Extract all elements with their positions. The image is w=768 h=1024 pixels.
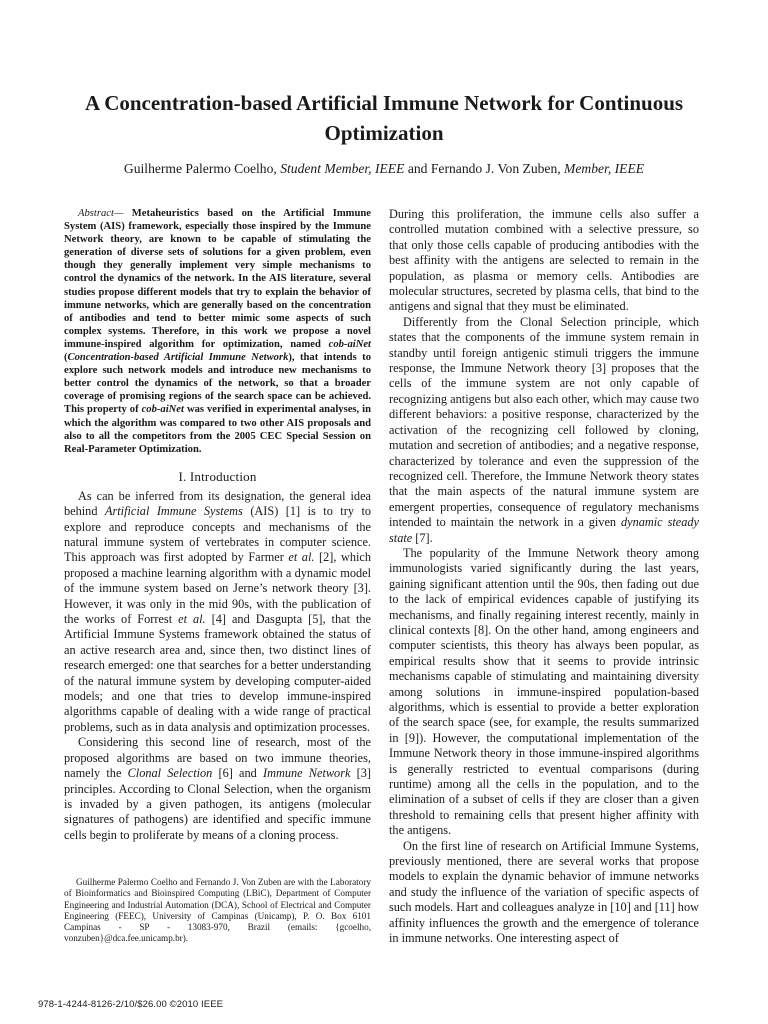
abstract-text-1: Metaheuristics based on the Artificial Immune System (AIS) framework, especially those inspired by the Immune Network theory, are known to be capable of stimulating the generation of diverse sets of solutions for a given problem, even though they generally implement very simple mechanisms to control the dynamics of the network. In the AIS literature, several studies propose different models that try to explain the behavior of immune networks, which are generally based on the concentration of antibodies and tend to better mimic some aspects of such complex systems. Therefore, in this work we propose a novel immune-inspired algorithm for optimization, named — [64, 208, 371, 350]
intro-p1-text-a: As can be inferred from its designation, the general idea behind — [64, 488, 371, 519]
intro-p1-text-b: (AIS) [1] is to try to explore and reproduce concepts and mechanisms of the natural immune system of vertebrates in computer science. This approach was first adopted by Farmer — [64, 504, 372, 565]
intro-p2-text-c: [3] principles. According to Clonal Selection, when the organism is invaded by a given pathogen, its antigens (molecular signatures of pathogens) are identified and specific immune cells begin to proliferate by means of a cloning process. — [64, 766, 371, 842]
section-heading-introduction: I. Introduction — [178, 468, 257, 484]
intro-p2-network-term: Immune Network — [262, 766, 351, 781]
right-paragraph-2 — [389, 315, 699, 546]
right-p2-text-b: [7]. — [412, 530, 433, 545]
intro-p1-etal-2: et al. — [178, 612, 206, 627]
left-column — [64, 207, 371, 843]
intro-p2-text-a: Considering this second line of research, most of the proposed algorithms are based on two immune theories, namely the — [64, 735, 371, 781]
author-line — [40, 160, 728, 178]
isbn-copyright-line: 978-1-4244-8126-2/10/$26.00 ©2010 IEEE — [38, 999, 224, 1010]
intro-p2-clonal-term: Clonal Selection — [127, 766, 213, 781]
intro-p1-etal-1: et al. — [288, 550, 315, 565]
abstract — [64, 207, 371, 456]
abstract-algorithm-name-2: cob-aiNet — [141, 404, 184, 416]
author-2-role: Member, IEEE — [564, 161, 645, 176]
author-conjunction: and — [407, 161, 428, 176]
author-1-role: Student Member, IEEE — [280, 161, 405, 176]
right-p2-text-a: Differently from the Clonal Selection principle, which states that the components of the immune system remain in standby until foreign antigenic stimuli triggers the immune response, the Immune Network theory [3] proposes that the cells of the immune system are not only capable of recognizing antigens but also each other, which may cause two different behaviors: a positive response, characterized by the activation of the recognizing cell followed by cloning, mutation and secretion of antibodies; and a negative response, characterized by tolerance and even the suppression of the recognized cell. Therefore, the Immune Network theory states that the main aspects of the natural immune system are emergent properties, consequence of regulatory mechanisms intended to maintain the network in a given — [389, 314, 699, 530]
intro-paragraph-2 — [64, 735, 371, 843]
abstract-text-3: ), that intends to explore such network models and introduce new mechanisms to better control the dynamics of the network, so that a broader coverage of promising regions of the search space can be achieved. This property of — [64, 352, 371, 416]
right-paragraph-1: During this proliferation, the immune cells also suffer a controlled mutation combined with a selective pressure, so that only those cells capable of producing antibodies with the best affinity with the antigens are selected to remain in the population, as plasma or memory cells. Antibodies are molecular structures, secreted by plasma cells, that bind to the antigens and signal that they must be eliminated. — [389, 207, 699, 314]
right-paragraph-4: On the first line of research on Artificial Immune Systems, previously mentioned, there are several works that propose models to explain the dynamic behavior of immune networks and study the influence of the variation of specific aspects of such models. Hart and colleagues analyze in [10] and [11] how affinity influences the growth and the emergence of tolerance in immune networks. One interesting aspect of — [389, 838, 699, 946]
right-paragraph-3: The popularity of the Immune Network theory among immunologists varied significantly during the last years, gaining significant attention until the 90s, then fading out due to the lack of empirical evidences capable of justifying its mechanisms, and finally regaining interest recently, mainly in clinical contexts [8]. On the other hand, among engineers and computer scientists, this theory has always been popular, as empirical results show that it seems to provide intrinsic mechanisms capable of stimulating and maintaining diversity among solutions in immune-inspired population-based algorithms, which is essential to provide a better exploration of the search space (see, for example, the results summarized in [9]). However, the computational implementation of the Immune Network theory in those immune-inspired algorithms is generally restricted to eventual comparisons (during runtime) among all the cells in the population, and to the elimination of a subset of cells if they are closer than a given threshold to remaining cells that present higher affinity with the antigens. — [389, 545, 699, 838]
intro-p1-text-c: [2], which proposed a machine learning algorithm with a dynamic model of the immune system based on Jerne’s network theory [3]. However, it was only in the mid 90s, with the publication of the works of Forrest — [64, 550, 372, 627]
abstract-text-2: ( — [64, 352, 68, 364]
paper-title: A Concentration-based Artificial Immune Network for Continuous Optimization — [84, 91, 684, 145]
abstract-text-4: was verified in experimental analyses, in which the algorithm was compared to two other AIS proposals and also to all the competitors from the 2005 CEC Special Session on Real-Parameter Optimization. — [64, 404, 371, 455]
abstract-lead: Abstract— — [78, 208, 124, 219]
intro-p2-text-b: [6] and — [212, 766, 263, 781]
abstract-algorithm-expansion: Concentration-based Artificial Immune Network — [67, 352, 289, 364]
author-1-name: Guilherme Palermo Coelho, — [123, 161, 277, 176]
abstract-algorithm-name: cob-aiNet — [328, 338, 371, 350]
right-column — [389, 207, 699, 947]
right-p2-dss-term: dynamic steady state — [389, 515, 699, 545]
author-2-name: Fernando J. Von Zuben, — [430, 161, 561, 176]
intro-paragraph-1 — [64, 489, 371, 736]
intro-p1-text-d: [4] and Dasgupta [5], that the Artificial Immune Systems framework obtained the status of an active research area and, since then, two distinct lines of research emerged: one that searches for a better understanding of the natural immune system by developing computer-aided models; and one that tries to develop immune-inspired algorithms capable of dealing with a wide range of practical problems, such as in data analysis and optimization processes. — [64, 612, 371, 734]
author-affiliation-footnote: Guilherme Palermo Coelho and Fernando J. Von Zuben are with the Laboratory of Bioinformatics and Bioinspired Computing (LBiC), Department of Computer Engineering and Industrial Automation (DCA), School of Electrical and Computer Engineering (FEEC), University of Campinas (Unicamp), P. O. Box 6101 Campinas - SP - 13083-970, Brazil (emails: {gcoelho, vonzuben}@dca.fee.unicamp.br). — [64, 877, 371, 944]
intro-p1-ais-term: Artificial Immune Systems — [104, 504, 243, 519]
